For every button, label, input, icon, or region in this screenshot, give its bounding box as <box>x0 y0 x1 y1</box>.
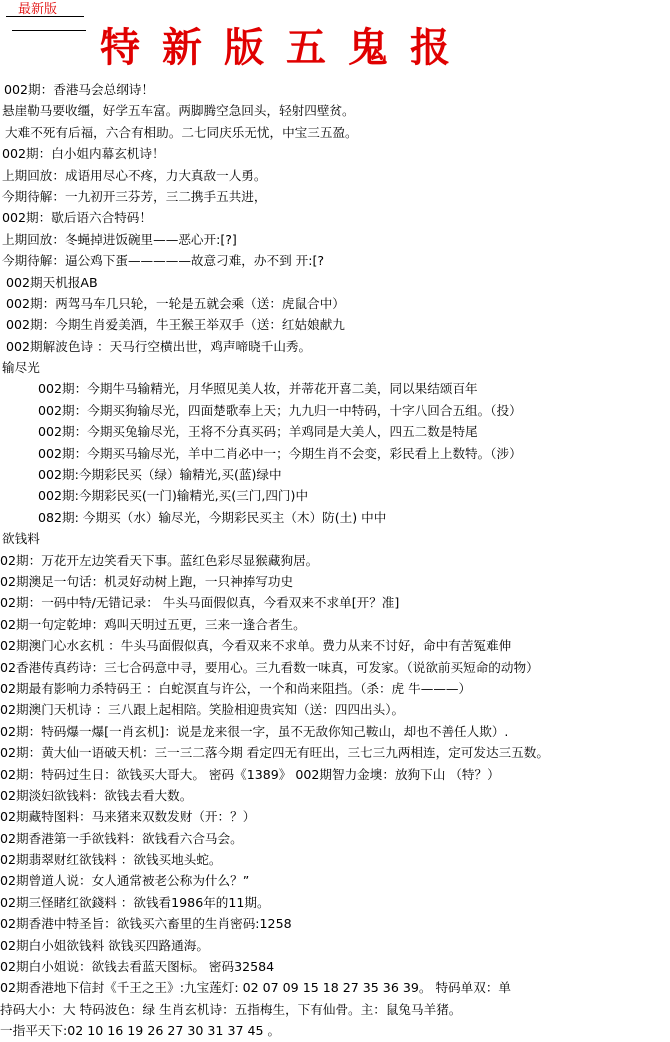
text-line: 02期白小姐欲钱料 欲钱买四路通海。 <box>0 937 209 953</box>
text-line: 002期：白小姐内幕玄机诗！ <box>2 146 165 162</box>
text-line: 02期澳足一句话：机灵好动树上跑，一只神捧写功史 <box>0 573 294 589</box>
text-line: 02期淡妇欲钱料：欲钱去看大数。 <box>0 787 193 803</box>
header-divider <box>12 30 86 31</box>
text-line: 悬崖勒马要收缰，好学五车富。两脚腾空急回头，轻射四壁贫。 <box>2 103 355 119</box>
text-line: 上期回放：冬蝇掉进饭碗里——恶心开:[?] <box>2 231 237 247</box>
text-line: 输尽光 <box>2 360 40 376</box>
text-line: 一指平天下:02 10 16 19 26 27 30 31 37 45 。 <box>0 1023 281 1039</box>
text-line: 02期最有影响力杀特码王 ：白蛇溟直与许公，一个和尚来阻挡。（杀：虎 牛———） <box>0 680 472 696</box>
text-line: 002期：香港马会总纲诗！ <box>4 82 154 97</box>
text-line: 02期香港第一手欲钱料：欲钱看六合马会。 <box>0 830 243 846</box>
text-line: 02期香港地下信封《千王之王》:九宝莲灯: 02 07 09 15 18 27 35 36 39。 特码单双：单 <box>0 980 512 996</box>
page-title: 特新版五鬼报 <box>100 24 472 71</box>
text-line: 002期：歇后语六合特码！ <box>2 210 152 226</box>
text-line: 02期：一码中特/无错记录： 牛头马面假似真，今看双来不求单[开？准] <box>0 595 400 611</box>
text-line: 02期白小姐说：欲钱去看蓝天图标。 密码32584 <box>0 959 275 975</box>
text-line: 002期解波色诗 ：天马行空横出世，鸡声啼晓千山秀。 <box>6 338 312 354</box>
text-line: 02期：特码过生日：欲钱买大哥大。 密码《1389》 002期智力金墺：放狗下山 （特？） <box>0 766 500 782</box>
text-line: 02期三怪睹红欲錢料 ：欲钱看1986年的11期。 <box>0 894 270 910</box>
text-line: 02香港传真药诗：三七合码意中寻，要用心。三九看数一味真，可发家。（说欲前买短命的动物） <box>0 659 539 675</box>
text-line: 002期：今期牛马输精光，月华照见美人妆，并蒂花开喜二美，同以果结颂百年 <box>38 381 478 397</box>
text-line: 002期：今期买兔输尽光，王将不分真买码；羊鸡同是大美人，四五二数是特尾 <box>38 424 478 440</box>
text-line: 002期天机报AB <box>6 274 98 290</box>
text-line: 082期: 今期买（水）输尽光，今期彩民买主（木）防(土) 中中 <box>38 509 387 525</box>
text-line: 02期：万花开左边笑看天下事。蓝红色彩尽显猴藏狗居。 <box>0 552 319 568</box>
text-line: 002期：今期买马输尽光，羊中二肖必中一；今期生肖不会变，彩民看上上数特。（涉） <box>38 445 522 461</box>
text-line: 上期回放：成语用尽心不疼，力大真敌一人勇。 <box>2 167 267 183</box>
text-line: 02期澳门心水玄机 ：牛头马面假似真，今看双来不求单。费力从来不讨好，命中有苦冤难伸 <box>0 638 512 654</box>
text-line: 02期：黄大仙一语破天机：三一三二落今期 看定四无有旺出，三七三九两相连，定可发达三五数。 <box>0 745 549 761</box>
text-line: 02期澳门天机诗 ：三八跟上起相陪。笑脸相迎贵宾知（送：四四出头）。 <box>0 702 405 718</box>
text-line: 002期：两驾马车几只轮，一轮是五就会乘（送：虎鼠合中） <box>6 295 345 311</box>
document-body <box>0 79 670 1042</box>
text-line: 02期一句定乾坤：鸡叫天明过五更，三来一逢合者生。 <box>0 616 306 632</box>
text-line: 今期待解：逼公鸡下蛋—————故意刁难，办不到 开:[? <box>2 253 325 269</box>
text-line: 02期曾道人说：女人通常被老公称为什么？” <box>0 873 250 889</box>
edition-badge: 最新版 <box>18 2 58 17</box>
text-line: 大难不死有后福，六合有相助。二七同庆乐无忧，中宝三五盈。 <box>5 124 358 140</box>
text-line: 今期待解：一九初开三芬芳，三二携手五共进， <box>2 188 267 204</box>
header-divider <box>6 16 84 17</box>
text-line: 002期：今期买狗输尽光，四面楚歌奉上天；九九归一中特码，十字八回合五组。（投） <box>38 402 522 418</box>
page-header <box>0 0 670 80</box>
text-line: 02期：特码爆一爆[一肖玄机]：说是龙来很一字，虽不无敌你知己鞍山，却也不善任人欺）. <box>0 723 509 739</box>
text-line: 002期：今期生肖爱美酒，牛王猴王举双手（送：红姑娘献九 <box>6 317 345 333</box>
text-line: 02期藏特图料：马来猪来双数发财（开：？） <box>0 809 256 825</box>
text-line: 持码大小：大 特码波色：绿 生肖玄机诗：五指梅生，下有仙骨。主：鼠兔马羊猪。 <box>0 1001 462 1017</box>
text-line: 002期:今期彩民买(一门)输精光,买(三门,四门)中 <box>38 488 309 504</box>
text-line: 02期香港中特圣旨：欲钱买六畜里的生肖密码:1258 <box>0 916 292 932</box>
text-line: 欲钱料 <box>2 531 40 547</box>
text-line: 002期:今期彩民买（绿）输精光,买(蓝)绿中 <box>38 467 282 483</box>
text-line: 02期翡翠财红欲钱料 ：欲钱买地头蛇。 <box>0 852 222 868</box>
